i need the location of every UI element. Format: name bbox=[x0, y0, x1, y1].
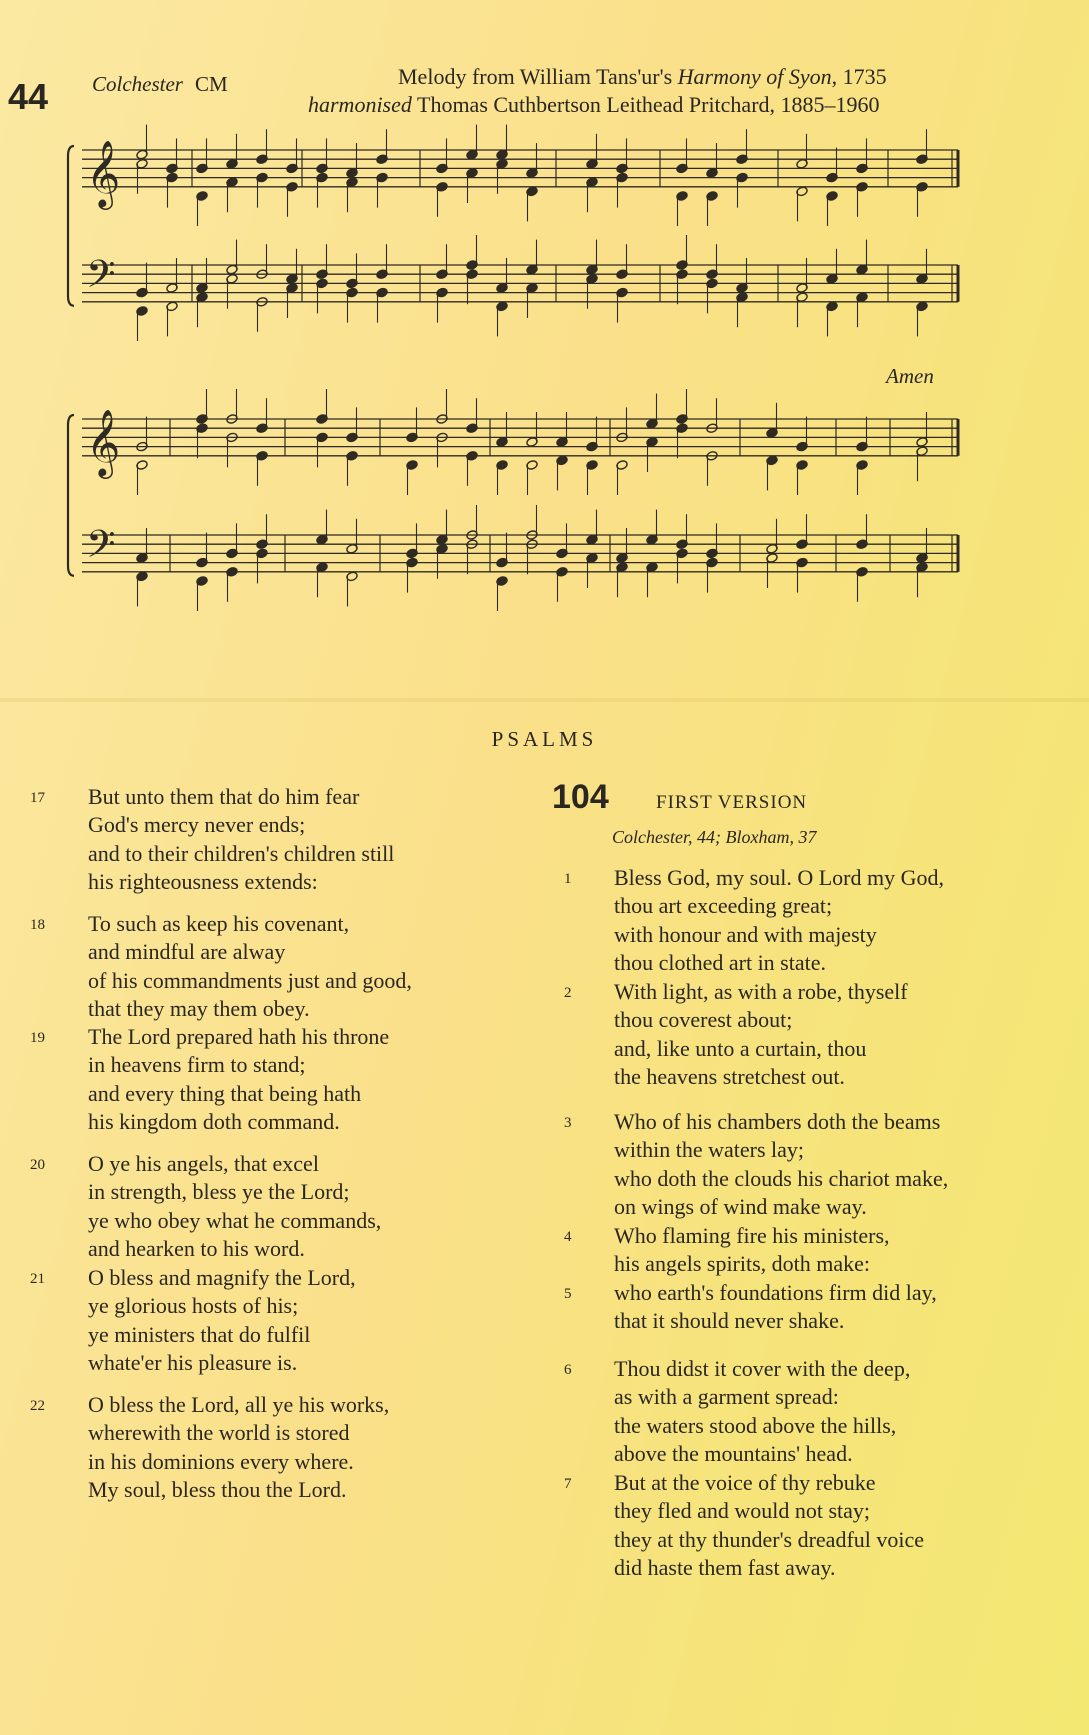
system-1-bass-clef: 𝄢 bbox=[86, 251, 116, 306]
verse-line: Thou didst it cover with the deep, bbox=[614, 1356, 911, 1381]
verse-number: 21 bbox=[30, 1271, 45, 1287]
system-1-brace bbox=[68, 146, 74, 306]
system-2-treble-clef: 𝄞 bbox=[86, 407, 121, 476]
verse-line: above the mountains' head. bbox=[614, 1441, 853, 1467]
verse-line: the heavens stretchest out. bbox=[614, 1064, 845, 1090]
verse-line: on wings of wind make way. bbox=[614, 1194, 867, 1220]
verse-line: whate'er his pleasure is. bbox=[88, 1350, 298, 1376]
verse-line: thou clothed art in state. bbox=[614, 950, 826, 976]
verse-line: Who of his chambers doth the beams bbox=[614, 1109, 941, 1134]
verse-text bbox=[614, 1469, 924, 1583]
verse-line: The Lord prepared hath his throne bbox=[88, 1024, 390, 1049]
verse-text bbox=[614, 978, 908, 1092]
melody-credit-year: , 1735 bbox=[831, 64, 887, 89]
hymn-number: 44 bbox=[8, 76, 49, 117]
verse-line: in strength, bless ye the Lord; bbox=[88, 1179, 350, 1205]
harmonizer-name: Thomas Cuthbertson Leithead Pritchard, 1885–1960 bbox=[417, 92, 880, 117]
melody-source-title: Harmony of Syon bbox=[677, 64, 832, 89]
verse-number: 6 bbox=[564, 1362, 572, 1378]
psalm-version: FIRST VERSION bbox=[656, 792, 808, 813]
verse-text bbox=[88, 1023, 389, 1137]
verse-line: and to their children's children still bbox=[88, 840, 395, 866]
section-title: PSALMS bbox=[491, 727, 598, 751]
verse-number: 4 bbox=[564, 1229, 572, 1245]
verse-line: and mindful are alway bbox=[88, 939, 286, 965]
verse-line: O bless and magnify the Lord, bbox=[88, 1265, 356, 1290]
verse-text bbox=[88, 783, 394, 897]
verse-line: the waters stood above the hills, bbox=[614, 1412, 897, 1438]
verse-text bbox=[614, 864, 944, 978]
verse-number: 7 bbox=[564, 1476, 572, 1492]
verse-line: O ye his angels, that excel bbox=[88, 1151, 319, 1176]
verse-number: 18 bbox=[30, 917, 45, 933]
verse-text bbox=[614, 1279, 937, 1336]
verse-number: 1 bbox=[564, 871, 572, 887]
verse-number: 22 bbox=[30, 1398, 45, 1414]
verse-line: his kingdom doth command. bbox=[88, 1109, 340, 1135]
verse-line: who earth's foundations firm did lay, bbox=[614, 1280, 937, 1305]
verse-line: But at the voice of thy rebuke bbox=[614, 1470, 876, 1495]
verse-line: with honour and with majesty bbox=[614, 921, 877, 947]
verse-text bbox=[88, 1264, 356, 1378]
verse-line: But unto them that do him fear bbox=[88, 784, 360, 809]
verse-number: 5 bbox=[564, 1286, 572, 1302]
verse-line: and hearken to his word. bbox=[88, 1236, 305, 1262]
verse-line: of his commandments just and good, bbox=[88, 967, 412, 993]
verse-text bbox=[88, 910, 412, 1024]
verse-line: wherewith the world is stored bbox=[88, 1420, 350, 1446]
verse-text bbox=[614, 1222, 890, 1279]
verse-line: his angels spirits, doth make: bbox=[614, 1251, 871, 1277]
verse-line: his righteousness extends: bbox=[88, 869, 318, 895]
melody-credit-text: Melody from William Tans'ur's bbox=[398, 64, 678, 89]
verse-number: 20 bbox=[30, 1157, 45, 1173]
tune-name: Colchester bbox=[92, 72, 183, 96]
verse-line: they at thy thunder's dreadful voice bbox=[614, 1526, 925, 1552]
verse-line: as with a garment spread: bbox=[614, 1384, 839, 1410]
music-score bbox=[0, 0, 1089, 650]
psalm-number: 104 bbox=[552, 778, 609, 816]
verse-line: ye who obey what he commands, bbox=[88, 1207, 382, 1233]
psalm-tunes: Colchester, 44; Bloxham, 37 bbox=[612, 827, 817, 847]
verse-line: Bless God, my soul. O Lord my God, bbox=[614, 865, 944, 890]
verse-line: they fled and would not stay; bbox=[614, 1498, 871, 1524]
verse-line: that it should never shake. bbox=[614, 1308, 845, 1334]
verse-line: in his dominions every where. bbox=[88, 1448, 354, 1474]
verse-line: O bless the Lord, all ye his works, bbox=[88, 1392, 390, 1417]
verse-line: and, like unto a curtain, thou bbox=[614, 1035, 867, 1061]
verse-line: God's mercy never ends; bbox=[88, 812, 306, 838]
verse-line: To such as keep his covenant, bbox=[88, 911, 350, 936]
verse-text bbox=[88, 1391, 389, 1505]
verse-line: Who flaming fire his ministers, bbox=[614, 1223, 890, 1248]
verse-line: within the waters lay; bbox=[614, 1137, 805, 1163]
verse-line: did haste them fast away. bbox=[614, 1555, 836, 1581]
verse-line: in heavens firm to stand; bbox=[88, 1052, 306, 1078]
verse-number: 2 bbox=[564, 985, 572, 1001]
harmonised-label: harmonised bbox=[308, 92, 412, 117]
page-fold bbox=[0, 698, 1089, 702]
system-2-bass-clef: 𝄢 bbox=[86, 521, 116, 576]
verse-line: With light, as with a robe, thyself bbox=[614, 979, 908, 1004]
verse-text bbox=[614, 1108, 948, 1222]
verse-number: 19 bbox=[30, 1030, 45, 1046]
system-1-treble-clef: 𝄞 bbox=[86, 138, 121, 207]
verse-line: that they may them obey. bbox=[88, 996, 310, 1022]
verse-text bbox=[88, 1150, 381, 1264]
verse-number: 3 bbox=[564, 1115, 572, 1131]
verse-number: 17 bbox=[30, 790, 45, 806]
verse-line: ye ministers that do fulfil bbox=[88, 1321, 311, 1347]
verse-line: and every thing that being hath bbox=[88, 1080, 362, 1106]
system-2-brace bbox=[68, 415, 74, 576]
amen-label: Amen bbox=[886, 364, 934, 388]
verse-line: who doth the clouds his chariot make, bbox=[614, 1165, 949, 1191]
verse-line: thou art exceeding great; bbox=[614, 893, 833, 919]
verse-line: My soul, bless thou the Lord. bbox=[88, 1477, 347, 1503]
verse-line: thou coverest about; bbox=[614, 1007, 793, 1033]
verse-text bbox=[614, 1355, 910, 1469]
tune-meter: CM bbox=[194, 72, 228, 96]
verse-line: ye glorious hosts of his; bbox=[88, 1293, 299, 1319]
